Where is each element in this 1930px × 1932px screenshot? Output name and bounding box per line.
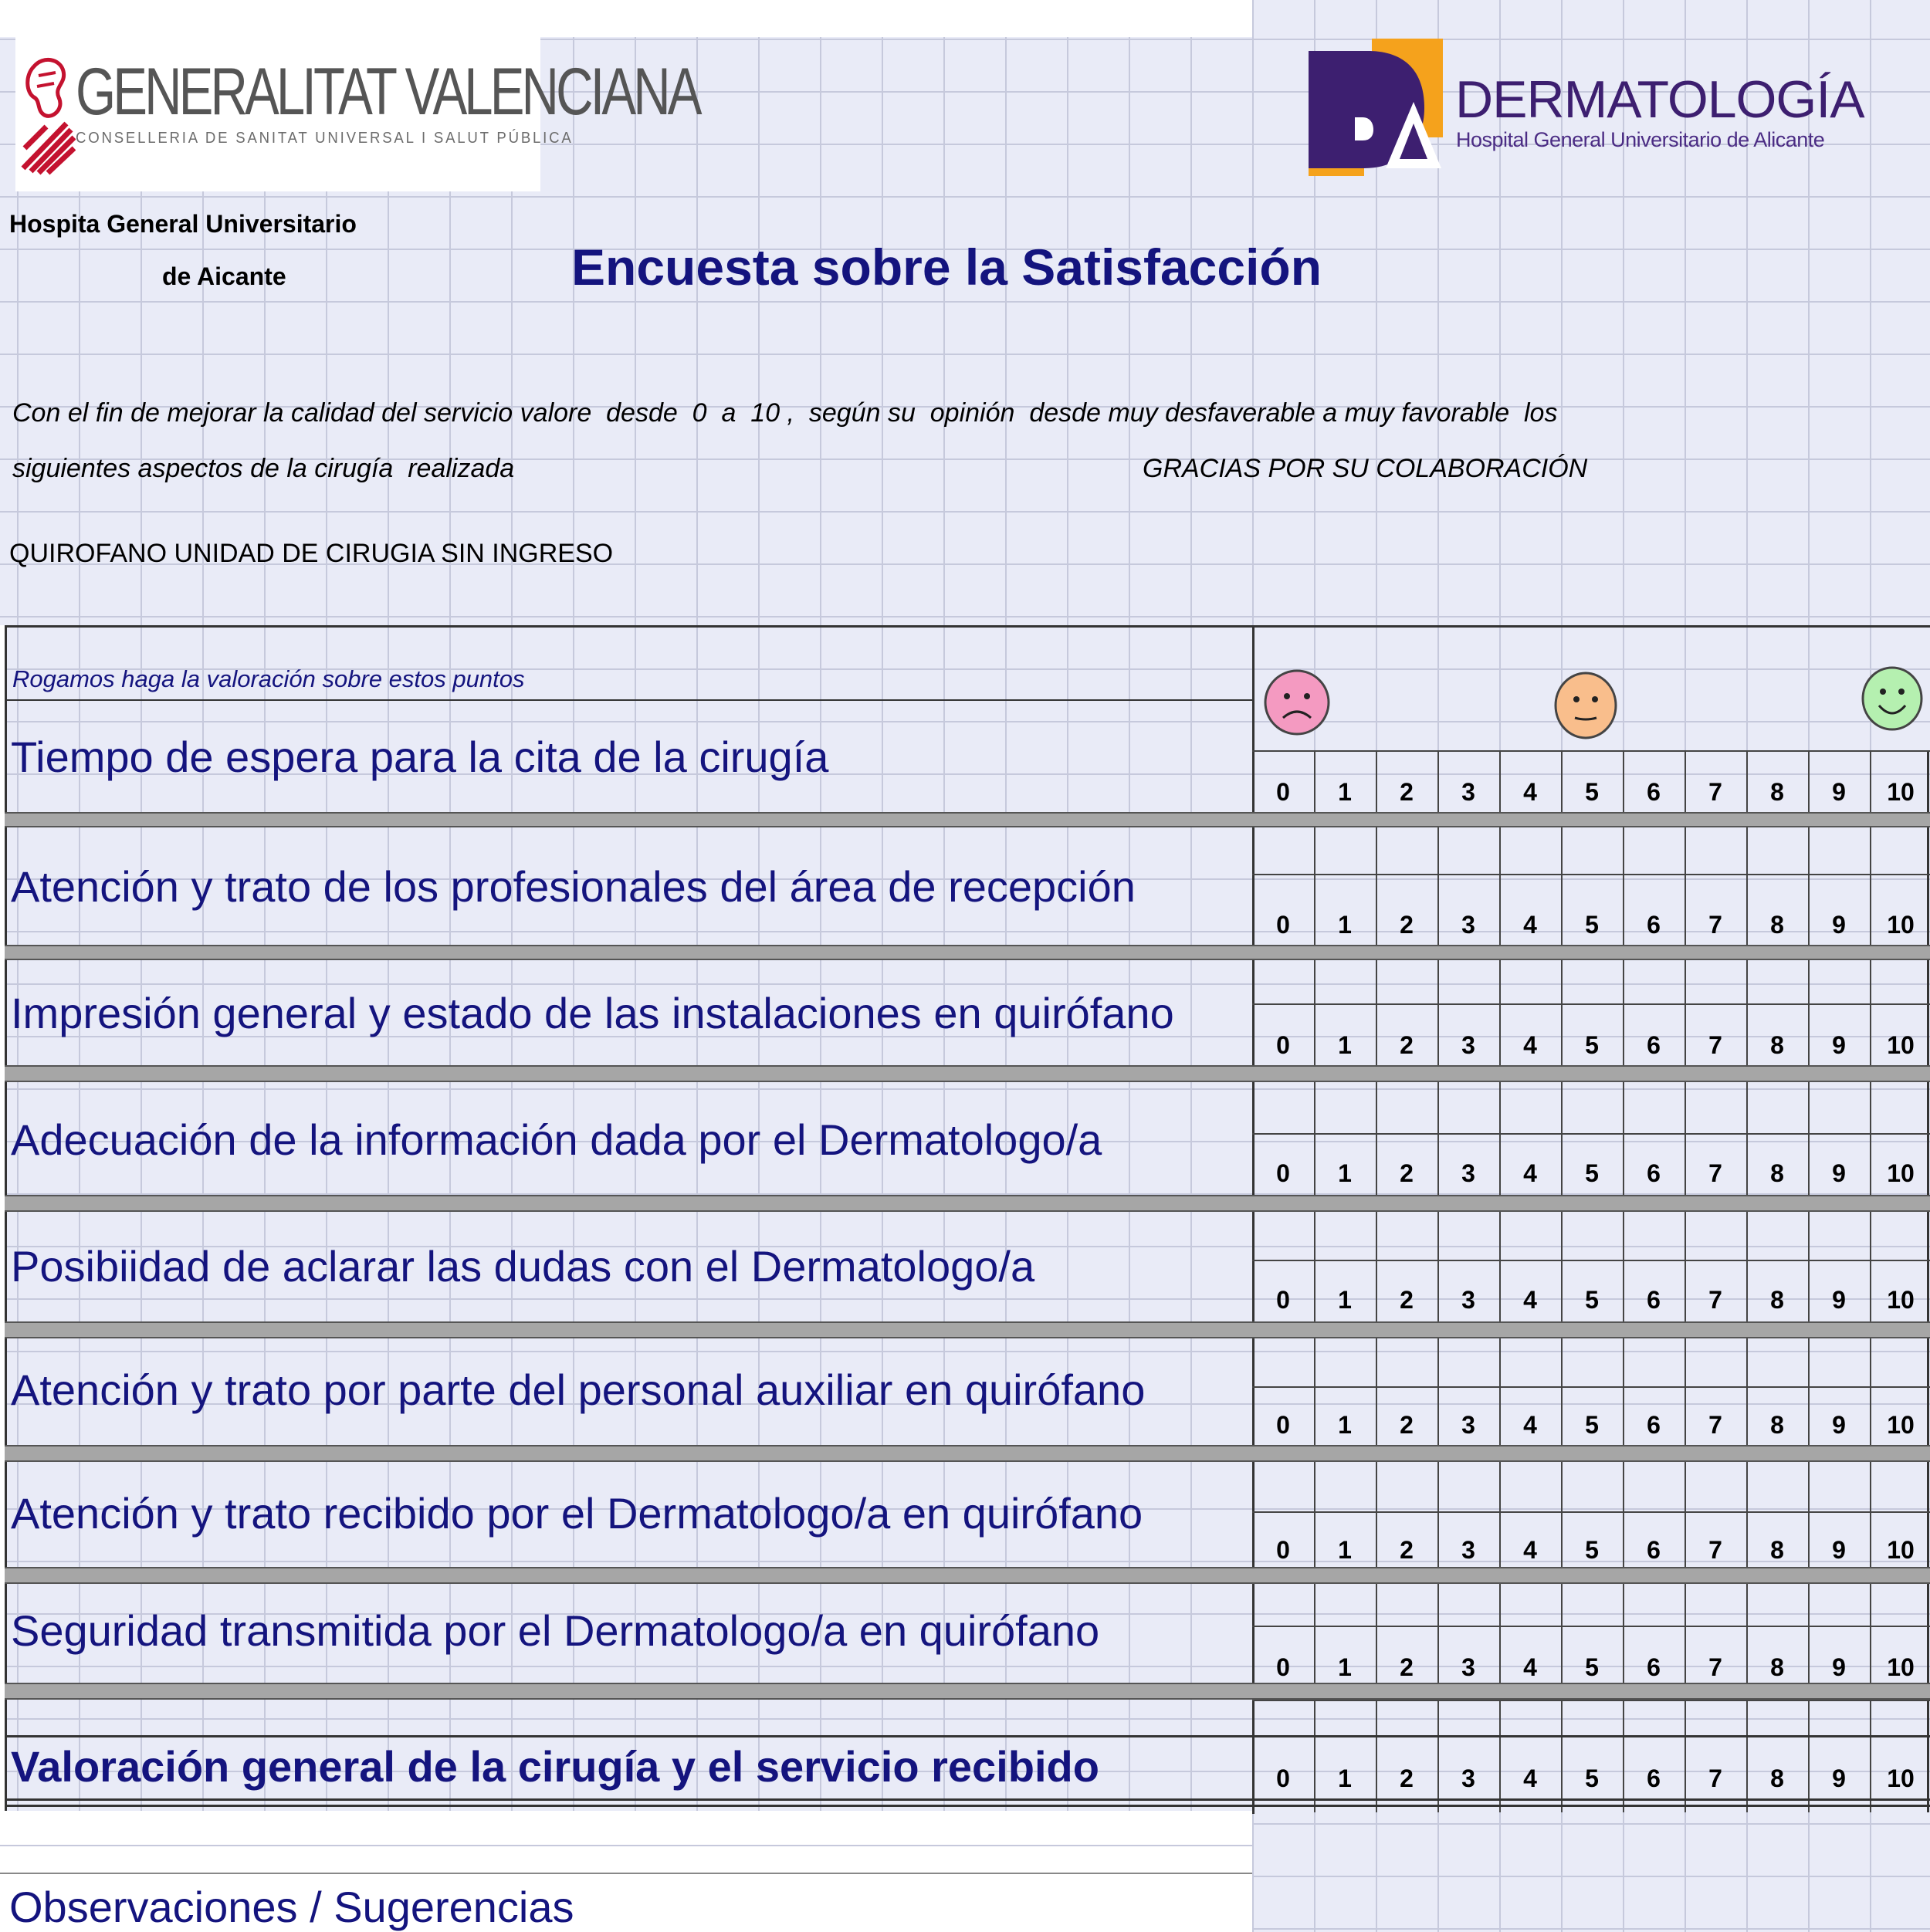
score-option-1[interactable]: 1 — [1338, 1653, 1352, 1681]
header-strip — [0, 0, 1252, 37]
score-option-9[interactable]: 9 — [1832, 1411, 1846, 1439]
row-separator — [5, 1567, 1930, 1584]
unit-label: QUIROFANO UNIDAD DE CIRUGIA SIN INGRESO — [9, 539, 614, 568]
overall-bottom-border — [5, 1805, 1930, 1807]
score-option-6[interactable]: 6 — [1647, 1411, 1661, 1439]
question-label: Posibiidad de aclarar las dudas con el Dermatologo/a — [11, 1242, 1035, 1291]
thanks-text: GRACIAS POR SU COLABORACIÓN — [1143, 454, 1588, 483]
score-row-line — [1252, 1386, 1930, 1388]
observations-label: Observaciones / Sugerencias — [9, 1883, 574, 1931]
score-option-8[interactable]: 8 — [1770, 1031, 1784, 1059]
score-option-3[interactable]: 3 — [1461, 1286, 1475, 1314]
score-option-4[interactable]: 4 — [1523, 1536, 1537, 1564]
score-option-0[interactable]: 0 — [1276, 1653, 1290, 1681]
overall-bottom-border — [5, 1798, 1930, 1801]
score-option-7[interactable]: 7 — [1708, 911, 1722, 939]
score-option-6[interactable]: 6 — [1647, 1031, 1661, 1059]
score-option-4[interactable]: 4 — [1523, 778, 1537, 806]
overall-score-option-1[interactable]: 1 — [1338, 1765, 1352, 1792]
score-option-1[interactable]: 1 — [1338, 1159, 1352, 1187]
score-option-1[interactable]: 1 — [1338, 911, 1352, 939]
overall-score-option-7[interactable]: 7 — [1708, 1765, 1722, 1792]
row-separator — [5, 1065, 1930, 1082]
overall-score-option-5[interactable]: 5 — [1585, 1765, 1599, 1792]
score-option-6[interactable]: 6 — [1647, 1159, 1661, 1187]
overall-score-option-8[interactable]: 8 — [1770, 1765, 1784, 1792]
overall-score-option-10[interactable]: 10 — [1887, 1765, 1915, 1792]
survey-title: Encuesta sobre la Satisfacción — [571, 239, 1322, 296]
score-option-7[interactable]: 7 — [1708, 778, 1722, 806]
score-option-4[interactable]: 4 — [1523, 1159, 1537, 1187]
score-option-7[interactable]: 7 — [1708, 1031, 1722, 1059]
score-option-6[interactable]: 6 — [1647, 1286, 1661, 1314]
score-option-0[interactable]: 0 — [1276, 1286, 1290, 1314]
score-row-line — [1252, 1133, 1930, 1135]
score-option-1[interactable]: 1 — [1338, 1536, 1352, 1564]
score-option-4[interactable]: 4 — [1523, 1411, 1537, 1439]
score-option-10[interactable]: 10 — [1887, 1653, 1915, 1681]
score-option-5[interactable]: 5 — [1585, 1031, 1599, 1059]
score-row-line — [1252, 750, 1930, 752]
score-option-5[interactable]: 5 — [1585, 778, 1599, 806]
score-option-6[interactable]: 6 — [1647, 1536, 1661, 1564]
question-label: Tiempo de espera para la cita de la cirugía — [11, 733, 829, 781]
score-option-4[interactable]: 4 — [1523, 911, 1537, 939]
score-option-10[interactable]: 10 — [1887, 1159, 1915, 1187]
score-option-8[interactable]: 8 — [1770, 778, 1784, 806]
row-separator — [5, 945, 1930, 960]
score-option-8[interactable]: 8 — [1770, 1159, 1784, 1187]
score-option-3[interactable]: 3 — [1461, 1536, 1475, 1564]
score-option-4[interactable]: 4 — [1523, 1031, 1537, 1059]
score-option-2[interactable]: 2 — [1400, 1031, 1414, 1059]
score-option-6[interactable]: 6 — [1647, 1653, 1661, 1681]
score-option-2[interactable]: 2 — [1400, 1411, 1414, 1439]
score-option-8[interactable]: 8 — [1770, 1536, 1784, 1564]
score-option-2[interactable]: 2 — [1400, 1159, 1414, 1187]
score-option-4[interactable]: 4 — [1523, 1286, 1537, 1314]
score-row-line — [1252, 1511, 1930, 1513]
score-option-2[interactable]: 2 — [1400, 1653, 1414, 1681]
score-option-3[interactable]: 3 — [1461, 778, 1475, 806]
observations-gridline — [0, 1873, 1252, 1874]
question-label: Atención y trato recibido por el Dermatologo/a en quirófano — [11, 1489, 1143, 1538]
hospital-name-line1: Hospita General Universitario — [9, 210, 357, 238]
score-option-8[interactable]: 8 — [1770, 911, 1784, 939]
overall-score-option-4[interactable]: 4 — [1523, 1765, 1537, 1792]
score-option-3[interactable]: 3 — [1461, 1411, 1475, 1439]
score-option-10[interactable]: 10 — [1887, 1536, 1915, 1564]
score-option-1[interactable]: 1 — [1338, 778, 1352, 806]
score-option-0[interactable]: 0 — [1276, 778, 1290, 806]
generalitat-logo — [15, 37, 699, 191]
score-row-line — [1252, 1700, 1930, 1701]
score-option-8[interactable]: 8 — [1770, 1411, 1784, 1439]
question-label: Adecuación de la información dada por el Dermatologo/a — [11, 1115, 1102, 1164]
score-option-3[interactable]: 3 — [1461, 1159, 1475, 1187]
generalitat-emblem-icon — [20, 52, 76, 176]
score-option-0[interactable]: 0 — [1276, 1536, 1290, 1564]
score-option-1[interactable]: 1 — [1338, 1031, 1352, 1059]
table-left-border — [5, 625, 7, 1814]
score-option-7[interactable]: 7 — [1708, 1653, 1722, 1681]
dermatologia-name: DERMATOLOGÍA — [1455, 70, 1864, 129]
intro-text-line2: siguientes aspectos de la cirugía realizada — [12, 454, 515, 483]
score-option-7[interactable]: 7 — [1708, 1411, 1722, 1439]
overall-question-label: Valoración general de la cirugía y el servicio recibido — [11, 1742, 1099, 1791]
score-option-5[interactable]: 5 — [1585, 911, 1599, 939]
dermatologia-logo — [1305, 37, 1864, 184]
score-option-3[interactable]: 3 — [1461, 1031, 1475, 1059]
score-option-10[interactable]: 10 — [1887, 1286, 1915, 1314]
overall-score-option-0[interactable]: 0 — [1276, 1765, 1290, 1792]
question-label: Atención y trato por parte del personal auxiliar en quirófano — [11, 1365, 1146, 1414]
score-option-2[interactable]: 2 — [1400, 778, 1414, 806]
score-option-7[interactable]: 7 — [1708, 1536, 1722, 1564]
question-label: Impresión general y estado de las instalaciones en quirófano — [11, 989, 1174, 1037]
score-option-10[interactable]: 10 — [1887, 1031, 1915, 1059]
score-option-0[interactable]: 0 — [1276, 1411, 1290, 1439]
row-separator — [5, 1321, 1930, 1338]
happy-face-icon — [1861, 665, 1924, 732]
score-option-9[interactable]: 9 — [1832, 1031, 1846, 1059]
overall-score-option-3[interactable]: 3 — [1461, 1765, 1475, 1792]
score-option-7[interactable]: 7 — [1708, 1286, 1722, 1314]
score-option-0[interactable]: 0 — [1276, 1031, 1290, 1059]
question-label: Atención y trato de los profesionales del área de recepción — [11, 862, 1136, 911]
table-top-border — [5, 625, 1930, 628]
score-row-line — [1252, 874, 1930, 875]
question-label: Seguridad transmitida por el Dermatologo/a en quirófano — [11, 1606, 1100, 1655]
score-option-3[interactable]: 3 — [1461, 911, 1475, 939]
score-option-9[interactable]: 9 — [1832, 1286, 1846, 1314]
score-option-5[interactable]: 5 — [1585, 1411, 1599, 1439]
overall-score-option-9[interactable]: 9 — [1832, 1765, 1846, 1792]
score-option-5[interactable]: 5 — [1585, 1159, 1599, 1187]
score-option-9[interactable]: 9 — [1832, 778, 1846, 806]
score-option-0[interactable]: 0 — [1276, 1159, 1290, 1187]
score-option-1[interactable]: 1 — [1338, 1411, 1352, 1439]
score-option-4[interactable]: 4 — [1523, 1653, 1537, 1681]
intro-text-line1: Con el fin de mejorar la calidad del servicio valore desde 0 a 10 , según su opinión desde muy desfaverable a muy favorable los — [12, 398, 1558, 428]
row-separator — [5, 812, 1930, 827]
score-option-2[interactable]: 2 — [1400, 911, 1414, 939]
score-option-5[interactable]: 5 — [1585, 1653, 1599, 1681]
instruction-underline — [5, 699, 1252, 701]
score-option-9[interactable]: 9 — [1832, 1536, 1846, 1564]
overall-score-option-6[interactable]: 6 — [1647, 1765, 1661, 1792]
score-option-3[interactable]: 3 — [1461, 1653, 1475, 1681]
dermatologia-subtitle: Hospital General Universitario de Alicante — [1456, 128, 1825, 151]
generalitat-subtitle: CONSELLERIA DE SANITAT UNIVERSAL I SALUT PÚBLICA — [76, 130, 574, 147]
score-option-8[interactable]: 8 — [1770, 1653, 1784, 1681]
score-option-6[interactable]: 6 — [1647, 911, 1661, 939]
sad-face-icon — [1263, 668, 1331, 736]
score-option-9[interactable]: 9 — [1832, 911, 1846, 939]
score-option-7[interactable]: 7 — [1708, 1159, 1722, 1187]
score-option-10[interactable]: 10 — [1887, 911, 1915, 939]
score-option-10[interactable]: 10 — [1887, 1411, 1915, 1439]
dermatologia-emblem-icon — [1309, 37, 1448, 176]
row-separator — [5, 1195, 1930, 1212]
score-option-2[interactable]: 2 — [1400, 1536, 1414, 1564]
score-option-6[interactable]: 6 — [1647, 778, 1661, 806]
score-option-1[interactable]: 1 — [1338, 1286, 1352, 1314]
score-row-line — [1252, 1003, 1930, 1005]
hospital-name-line2: de Aicante — [162, 262, 286, 290]
instruction-text: Rogamos haga la valoración sobre estos puntos — [12, 665, 525, 692]
score-option-10[interactable]: 10 — [1887, 778, 1915, 806]
score-option-9[interactable]: 9 — [1832, 1159, 1846, 1187]
overall-score-option-2[interactable]: 2 — [1400, 1765, 1414, 1792]
row-separator — [5, 1445, 1930, 1462]
overall-top-border — [5, 1735, 1930, 1737]
score-option-0[interactable]: 0 — [1276, 911, 1290, 939]
row-separator — [5, 1683, 1930, 1700]
observations-gridline — [0, 1845, 1252, 1846]
score-option-5[interactable]: 5 — [1585, 1536, 1599, 1564]
score-option-8[interactable]: 8 — [1770, 1286, 1784, 1314]
neutral-face-icon — [1553, 672, 1618, 739]
score-option-5[interactable]: 5 — [1585, 1286, 1599, 1314]
generalitat-name: GENERALITAT VALENCIANA — [76, 55, 699, 129]
score-row-line — [1252, 1260, 1930, 1261]
score-option-9[interactable]: 9 — [1832, 1653, 1846, 1681]
score-option-2[interactable]: 2 — [1400, 1286, 1414, 1314]
score-row-line — [1252, 1626, 1930, 1627]
